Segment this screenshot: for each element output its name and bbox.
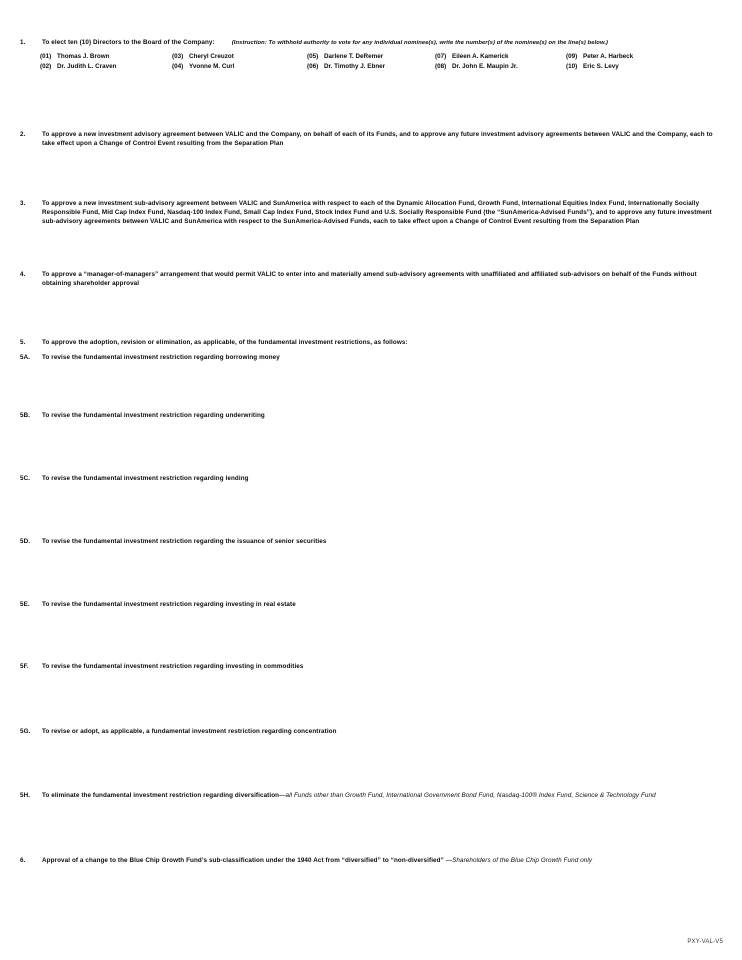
proposal-text: Approval of a change to the Blue Chip Growth Fund’s sub-classification under the 1940 Act from “diversified” to “non-diversified”: [42, 857, 446, 864]
nominee-name: Thomas J. Brown: [57, 53, 110, 60]
proposal-5a: [20, 353, 724, 362]
proposal-5e: [20, 600, 724, 609]
proposal-number: 5B.: [20, 412, 31, 419]
nominee: [566, 62, 633, 72]
nominee-name: Dr. John E. Maupin Jr.: [452, 63, 518, 70]
proposal-number: 4.: [20, 271, 26, 278]
proposal-5b: [20, 411, 724, 420]
nominee-column-1: [40, 52, 116, 72]
proposal-5g: [20, 727, 724, 736]
nominee-name: Peter A. Harbeck: [583, 53, 634, 60]
nominee: [566, 52, 633, 62]
proposal-text: To revise the fundamental investment restriction regarding investing in real estate: [42, 601, 296, 608]
proposal-5: [20, 338, 724, 347]
form-code: PXY-VAL-V5: [687, 939, 723, 945]
nominee: [435, 62, 518, 72]
nominee: [172, 52, 234, 62]
proposal-applicability-note: —Shareholders of the Blue Chip Growth Fund only: [445, 857, 593, 864]
nominee-number: (04): [172, 63, 184, 70]
nominee: [435, 52, 518, 62]
nominee-column-3: [307, 52, 385, 72]
nominee-name: Eric S. Levy: [583, 63, 619, 70]
proposal-text: To elect ten (10) Directors to the Board of the Company:: [42, 39, 215, 46]
nominee: [40, 52, 116, 62]
nominee-number: (01): [40, 53, 52, 60]
proposal-number: 2.: [20, 131, 26, 138]
nominee-column-5: [566, 52, 633, 72]
proposal-number: 6.: [20, 857, 26, 864]
nominee-name: Dr. Judith L. Craven: [57, 63, 117, 70]
proposal-text: To approve a “manager-of-managers” arrangement that would permit VALIC to enter into and materially amend sub-advisory agreements with unaffiliated and affiliated sub-advisors on behalf of the Funds without obtaining shareholder approval: [42, 271, 697, 287]
nominee-number: (10): [566, 63, 578, 70]
nominee-name: Yvonne M. Curl: [189, 63, 235, 70]
proposal-number: 5G.: [20, 728, 31, 735]
nominee-number: (02): [40, 63, 52, 70]
nominee: [40, 62, 116, 72]
proposal-applicability-note: —all Funds other than Growth Fund, International Government Bond Fund, Nasdaq-100® Index Fund, Science & Technology Fund: [279, 792, 656, 799]
proposal-3: [20, 199, 724, 226]
nominee-number: (06): [307, 63, 319, 70]
proposal-5c: [20, 474, 724, 483]
nominee-column-4: [435, 52, 518, 72]
proposal-text: To eliminate the fundamental investment restriction regarding diversification: [42, 792, 280, 799]
proposal-number: 5A.: [20, 354, 31, 361]
proposal-text: To revise the fundamental investment restriction regarding investing in commodities: [42, 663, 304, 670]
nominee-number: (09): [566, 53, 578, 60]
proposal-text: To approve a new investment sub-advisory agreement between VALIC and SunAmerica with respect to each of the Dynamic Allocation Fund, Growth Fund, International Equities Index Fund, Internationally Socially Responsible Fund, Mid Cap Index Fund, Nasdaq-100 Index Fund, Small Cap Index Fund, Stock Index Fund and U.S. Socially Responsible Fund (the “SunAmerica-Advised Funds”), and to approve any future investment sub-advisory agreements between VALIC and SunAmerica with respect to the SunAmerica-Advised Funds, each to take effect upon a Change of Control Event resulting from the Separation Plan: [42, 200, 712, 225]
proposal-text: To revise or adopt, as applicable, a fundamental investment restriction regarding concentration: [42, 728, 337, 735]
proposal-text: To revise the fundamental investment restriction regarding borrowing money: [42, 354, 280, 361]
nominee: [307, 62, 385, 72]
proposal-text: To revise the fundamental investment restriction regarding lending: [42, 475, 249, 482]
withhold-instruction: (Instruction: To withhold authority to vote for any individual nominee(s), write the number(s) of the nominee(s) on the line(s) below.): [231, 39, 609, 46]
proposal-5f: [20, 662, 724, 671]
nominee-number: (08): [435, 63, 447, 70]
proposal-4: [20, 270, 724, 288]
proposal-text: To revise the fundamental investment restriction regarding the issuance of senior securities: [42, 538, 327, 545]
nominee: [172, 62, 234, 72]
proposal-text: To approve the adoption, revision or elimination, as applicable, of the fundamental investment restrictions, as follows:: [42, 339, 408, 346]
proposal-number: 5F.: [20, 663, 29, 670]
proposal-number: 5C.: [20, 475, 31, 482]
nominee-name: Cheryl Creuzot: [189, 53, 234, 60]
proposal-2: [20, 130, 724, 148]
nominee-number: (03): [172, 53, 184, 60]
proposal-number: 5D.: [20, 538, 31, 545]
proposal-text: To revise the fundamental investment restriction regarding underwriting: [42, 412, 265, 419]
nominee-column-2: [172, 52, 234, 72]
proposal-6: [20, 856, 724, 865]
nominee-number: (05): [307, 53, 319, 60]
proposal-5h: [20, 791, 724, 800]
nominee-name: Eileen A. Kamerick: [452, 53, 509, 60]
proposal-1: [20, 38, 608, 47]
proposal-text: To approve a new investment advisory agreement between VALIC and the Company, on behalf of each of its Funds, and to approve any future investment advisory agreements between VALIC and the Company, each to take effect upon a Change of Control Event resulting from the Separation Plan: [42, 131, 713, 147]
proposal-5d: [20, 537, 724, 546]
nominee: [307, 52, 385, 62]
proposal-number: 5.: [20, 339, 26, 346]
proposal-number: 1.: [20, 39, 26, 46]
proposal-number: 5H.: [20, 792, 31, 799]
nominee-name: Dr. Timothy J. Ebner: [324, 63, 386, 70]
proposal-number: 5E.: [20, 601, 30, 608]
nominee-number: (07): [435, 53, 447, 60]
nominee-name: Darlene T. DeRemer: [324, 53, 384, 60]
proposal-number: 3.: [20, 200, 26, 207]
